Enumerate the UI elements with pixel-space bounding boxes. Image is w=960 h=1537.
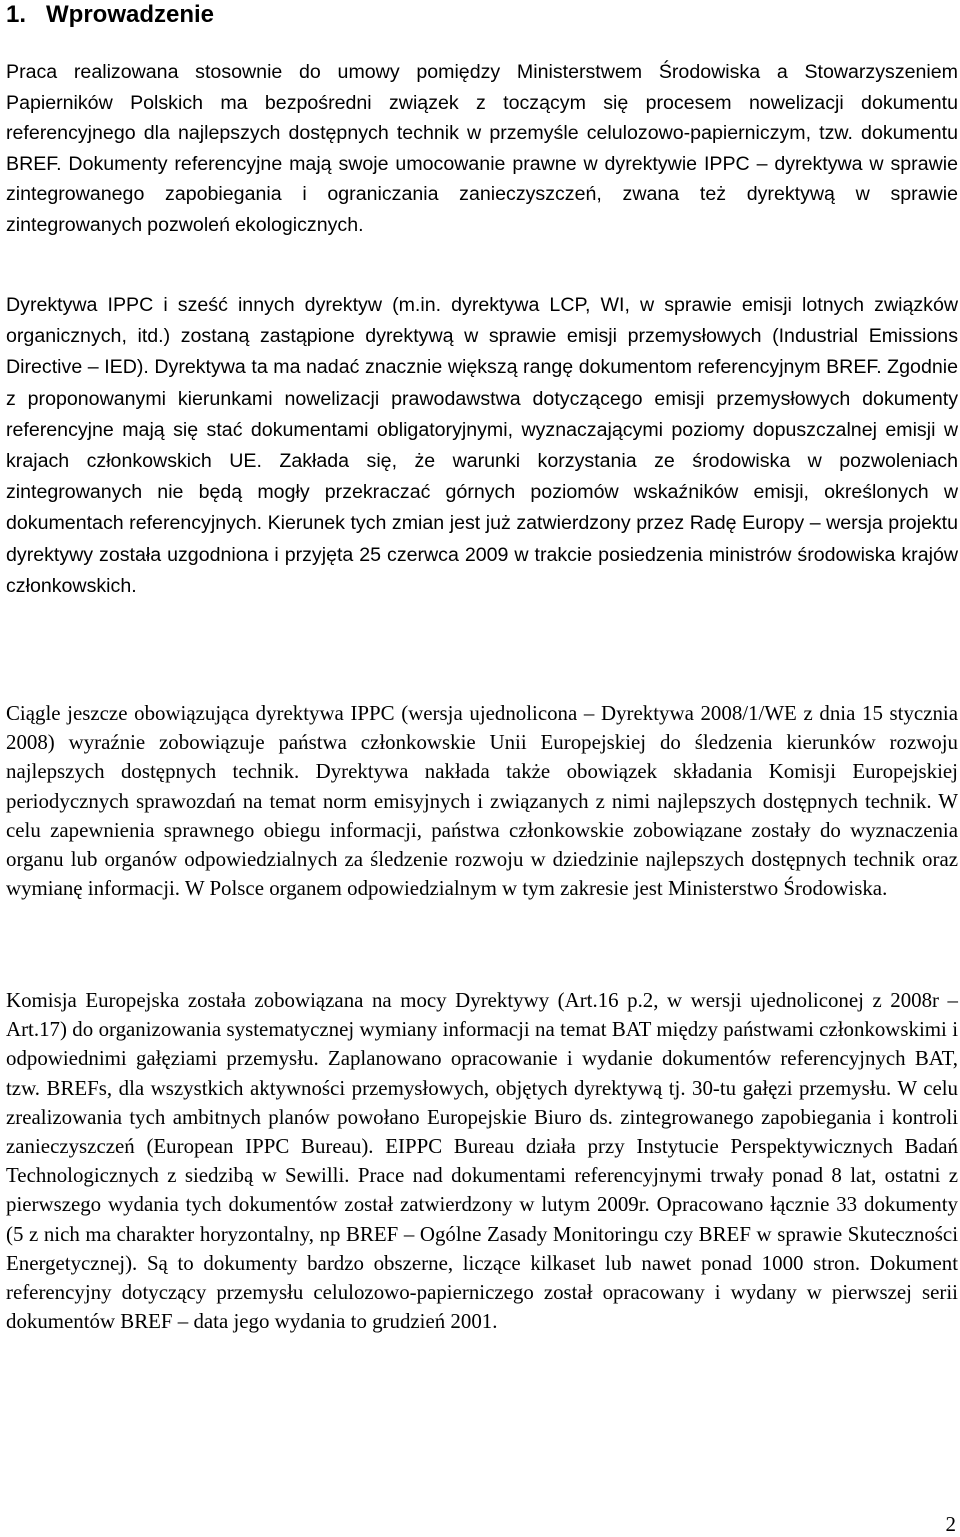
- section-number: 1.: [6, 1, 27, 28]
- paragraph-introduction: Praca realizowana stosownie do umowy pomiędzy Ministerstwem Środowiska a Stowarzyszeniem Papierników Polskich ma bezpośredni związek z toczącym się procesem nowelizacji dokumentu referencyjnego dla najlepszych dostępnych technik w przemyśle celulozowo-papierniczym, tzw. dokumentu BREF. Dokumenty referencyjne mają swoje umocowanie prawne w dyrektywie IPPC – dyrektywa w sprawie zintegrowanego zapobiegania i ograniczania zanieczyszczeń, zwana też dyrektywą w sprawie zintegrowanych pozwoleń ekologicznych.: [6, 61, 958, 236]
- page-number: 2: [945, 1512, 956, 1536]
- section-heading: [6, 0, 214, 30]
- paragraph-ippc-obligations: Ciągle jeszcze obowiązująca dyrektywa IPPC (wersja ujednolicona – Dyrektywa 2008/1/WE z dnia 15 stycznia 2008) wyraźnie zobowiązuje państwa członkowskie Unii Europejskiej do śledzenia kierunków rozwoju najlepszych dostępnych technik. Dyrektywa nakłada także obowiązek składania Komisji Europejskiej periodycznych sprawozdań na temat norm emisyjnych i związanych z nimi najlepszych dostępnych technik. W celu zapewnienia sprawnego obiegu informacji, państwa członkowskie zobowiązane zostały do wyznaczenia organu lub organów odpowiedzialnych za śledzenie rozwoju w dziedzinie najlepszych dostępnych technik oraz wymianę informacji. W Polsce organem odpowiedzialnym w tym zakresie jest Ministerstwo Środowiska.: [6, 701, 958, 901]
- section-title: Wprowadzenie: [46, 1, 215, 28]
- paragraph-ied-directive: Dyrektywa IPPC i sześć innych dyrektyw (m.in. dyrektywa LCP, WI, w sprawie emisji lotnych związków organicznych, itd.) zostaną zastąpione dyrektywą w sprawie emisji przemysłowych (Industrial Emissions Directive – IED). Dyrektywa ta ma nadać znacznie większą rangę dokumentom referencyjnym BREF. Zgodnie z proponowanymi kierunkami nowelizacji prawodawstwa dotyczącego emisji przemysłowych dokumenty referencyjne mają się stać dokumentami obligatoryjnymi, wyznaczającymi poziomy dopuszczalnej emisji w krajach członkowskich UE. Zakłada się, że warunki korzystania ze środowiska w pozwoleniach zintegrowanych nie będą mogły przekraczać górnych poziomów wskaźników emisji, określonych w dokumentach referencyjnych. Kierunek tych zmian jest już zatwierdzony przez Radę Europy – wersja projektu dyrektywy została uzgodniona i przyjęta 25 czerwca 2009 w trakcie posiedzenia ministrów środowiska krajów członkowskich.: [6, 294, 958, 597]
- paragraph-european-commission: Komisja Europejska została zobowiązana na mocy Dyrektywy (Art.16 p.2, w wersji ujednoliconej z 2008r – Art.17) do organizowania systematycznej wymiany informacji na temat BAT między państwami członkowskimi i odpowiednimi gałęziami przemysłu. Zaplanowano opracowanie i wydanie dokumentów referencyjnych BAT, tzw. BREFs, dla wszystkich aktywności przemysłowych, objętych dyrektywą tj. 30-tu gałęzi przemysłu. W celu zrealizowania tych ambitnych planów powołano Europejskie Biuro ds. zintegrowanego zapobiegania i kontroli zanieczyszczeń (European IPPC Bureau). EIPPC Bureau działa przy Instytucie Perspektywicznych Badań Technologicznych z siedzibą w Sewilli. Prace nad dokumentami referencyjnymi trwały ponad 8 lat, ostatni z pierwszego wydania tych dokumentów został zatwierdzony w lutym 2009r. Opracowano łącznie 33 dokumenty (5 z nich ma charakter horyzontalny, np BREF – Ogólne Zasady Monitoringu czy BREF w sprawie Skuteczności Energetycznej). Są to dokumenty bardzo obszerne, liczące kilkaset lub nawet ponad 1000 stron. Dokument referencyjny dotyczący przemysłu celulozowo-papierniczego został opracowany i wydany w pierwszej serii dokumentów BREF – data jego wydania to grudzień 2001.: [6, 988, 958, 1334]
